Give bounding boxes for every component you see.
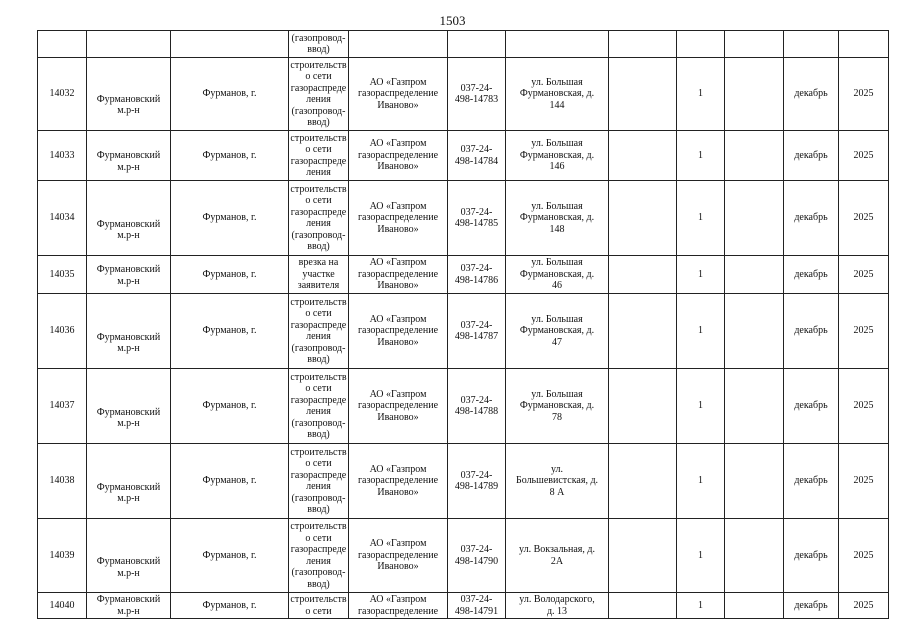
cell-district: Фурмановский м.р-н: [87, 131, 171, 181]
cell-address: ул. Большая Фурмановская, д. 47: [506, 294, 609, 369]
cell-work-type: строительств о сети газораспреде ления (газопровод- ввод): [289, 181, 349, 256]
cell-locality: Фурманов, г.: [171, 256, 289, 294]
cell-district: Фурмановский м.р-н: [87, 519, 171, 593]
cell-district: Фурмановский м.р-н: [87, 444, 171, 519]
cell-quantity: 1: [677, 593, 725, 619]
cell-year: 2025: [839, 519, 889, 593]
cell-year: 2025: [839, 131, 889, 181]
cell-empty: [725, 519, 784, 593]
cell-code: 037-24- 498-14791: [448, 593, 506, 619]
cell-quantity: 1: [677, 444, 725, 519]
cell-work-type: врезка на участке заявителя: [289, 256, 349, 294]
cell-empty: [725, 294, 784, 369]
cell-locality: Фурманов, г.: [171, 58, 289, 131]
cell-quantity: 1: [677, 131, 725, 181]
cell-quantity: 1: [677, 294, 725, 369]
cell-empty: [609, 444, 677, 519]
cell-organization: [349, 31, 448, 58]
cell-organization: АО «Газпром газораспределение: [349, 593, 448, 619]
page-number: 1503: [439, 13, 466, 28]
cell-quantity: 1: [677, 256, 725, 294]
cell-address: ул. Большевистская, д. 8 А: [506, 444, 609, 519]
cell-address: ул. Большая Фурмановская, д. 146: [506, 131, 609, 181]
cell-number: [38, 31, 87, 58]
cell-empty: [725, 31, 784, 58]
cell-district: Фурмановский м.р-н: [87, 294, 171, 369]
cell-month: декабрь: [784, 369, 839, 444]
cell-address: ул. Большая Фурмановская, д. 46: [506, 256, 609, 294]
cell-locality: Фурманов, г.: [171, 131, 289, 181]
cell-code: 037-24- 498-14784: [448, 131, 506, 181]
cell-month: декабрь: [784, 256, 839, 294]
cell-work-type: (газопровод- ввод): [289, 31, 349, 58]
cell-district: Фурмановский м.р-н: [87, 181, 171, 256]
cell-organization: АО «Газпром газораспределение Иваново»: [349, 369, 448, 444]
cell-year: 2025: [839, 58, 889, 131]
cell-work-type: строительств о сети газораспреде ления (газопровод- ввод): [289, 58, 349, 131]
cell-month: декабрь: [784, 58, 839, 131]
cell-organization: АО «Газпром газораспределение Иваново»: [349, 519, 448, 593]
cell-empty: [609, 256, 677, 294]
cell-year: 2025: [839, 181, 889, 256]
cell-address: [506, 31, 609, 58]
cell-address: ул. Володарского, д. 13: [506, 593, 609, 619]
cell-empty: [725, 444, 784, 519]
cell-locality: Фурманов, г.: [171, 181, 289, 256]
cell-code: 037-24- 498-14789: [448, 444, 506, 519]
cell-month: декабрь: [784, 519, 839, 593]
cell-empty: [725, 181, 784, 256]
cell-number: 14038: [38, 444, 87, 519]
cell-organization: АО «Газпром газораспределение Иваново»: [349, 256, 448, 294]
cell-number: 14039: [38, 519, 87, 593]
cell-district: Фурмановский м.р-н: [87, 58, 171, 131]
cell-locality: Фурманов, г.: [171, 369, 289, 444]
table-row: [38, 593, 889, 619]
table-row: [38, 444, 889, 519]
cell-locality: Фурманов, г.: [171, 444, 289, 519]
cell-month: декабрь: [784, 294, 839, 369]
cell-work-type: строительств о сети газораспреде ления: [289, 131, 349, 181]
cell-organization: АО «Газпром газораспределение Иваново»: [349, 294, 448, 369]
cell-code: 037-24- 498-14783: [448, 58, 506, 131]
cell-empty: [609, 58, 677, 131]
cell-empty: [725, 131, 784, 181]
cell-quantity: 1: [677, 181, 725, 256]
cell-code: 037-24- 498-14790: [448, 519, 506, 593]
cell-number: 14033: [38, 131, 87, 181]
cell-locality: Фурманов, г.: [171, 294, 289, 369]
cell-address: ул. Большая Фурмановская, д. 148: [506, 181, 609, 256]
cell-quantity: 1: [677, 58, 725, 131]
cell-empty: [609, 31, 677, 58]
cell-year: [839, 31, 889, 58]
cell-organization: АО «Газпром газораспределение Иваново»: [349, 181, 448, 256]
cell-work-type: строительств о сети газораспреде ления (газопровод- ввод): [289, 294, 349, 369]
cell-empty: [725, 593, 784, 619]
cell-organization: АО «Газпром газораспределение Иваново»: [349, 131, 448, 181]
cell-code: 037-24- 498-14788: [448, 369, 506, 444]
table-row: [38, 256, 889, 294]
cell-empty: [609, 294, 677, 369]
cell-locality: Фурманов, г.: [171, 593, 289, 619]
cell-empty: [609, 181, 677, 256]
cell-address: ул. Большая Фурмановская, д. 78: [506, 369, 609, 444]
cell-number: 14036: [38, 294, 87, 369]
cell-month: [784, 31, 839, 58]
cell-district: Фурмановский м.р-н: [87, 593, 171, 619]
table-row: [38, 294, 889, 369]
cell-month: декабрь: [784, 181, 839, 256]
cell-empty: [725, 256, 784, 294]
table-row: [38, 181, 889, 256]
cell-work-type: строительств о сети газораспреде ления (газопровод- ввод): [289, 519, 349, 593]
cell-code: [448, 31, 506, 58]
cell-number: 14035: [38, 256, 87, 294]
cell-address: ул. Вокзальная, д. 2А: [506, 519, 609, 593]
cell-quantity: [677, 31, 725, 58]
cell-organization: АО «Газпром газораспределение Иваново»: [349, 444, 448, 519]
cell-number: 14040: [38, 593, 87, 619]
cell-year: 2025: [839, 256, 889, 294]
cell-empty: [609, 519, 677, 593]
cell-month: декабрь: [784, 131, 839, 181]
cell-year: 2025: [839, 294, 889, 369]
cell-work-type: строительств о сети газораспреде ления (газопровод- ввод): [289, 444, 349, 519]
cell-code: 037-24- 498-14786: [448, 256, 506, 294]
cell-district: Фурмановский м.р-н: [87, 256, 171, 294]
table-row: [38, 58, 889, 131]
cell-number: 14032: [38, 58, 87, 131]
cell-month: декабрь: [784, 593, 839, 619]
cell-month: декабрь: [784, 444, 839, 519]
cell-number: 14037: [38, 369, 87, 444]
cell-year: 2025: [839, 369, 889, 444]
cell-district: Фурмановский м.р-н: [87, 369, 171, 444]
cell-address: ул. Большая Фурмановская, д. 144: [506, 58, 609, 131]
table-row: [38, 519, 889, 593]
cell-empty: [725, 369, 784, 444]
cell-quantity: 1: [677, 369, 725, 444]
cell-work-type: строительств о сети газораспреде ления (газопровод- ввод): [289, 369, 349, 444]
cell-empty: [725, 58, 784, 131]
table-row-partial: [38, 31, 889, 58]
cell-empty: [609, 131, 677, 181]
cell-empty: [609, 369, 677, 444]
cell-district: [87, 31, 171, 58]
table-row: [38, 369, 889, 444]
cell-code: 037-24- 498-14785: [448, 181, 506, 256]
cell-organization: АО «Газпром газораспределение Иваново»: [349, 58, 448, 131]
cell-work-type: строительств о сети: [290, 594, 347, 617]
cell-quantity: 1: [677, 519, 725, 593]
cell-locality: Фурманов, г.: [171, 519, 289, 593]
cell-code: 037-24- 498-14787: [448, 294, 506, 369]
cell-year: 2025: [839, 593, 889, 619]
table-row: [38, 131, 889, 181]
cell-number: 14034: [38, 181, 87, 256]
cell-year: 2025: [839, 444, 889, 519]
registry-table: [37, 30, 889, 619]
cell-locality: [171, 31, 289, 58]
cell-empty: [609, 593, 677, 619]
